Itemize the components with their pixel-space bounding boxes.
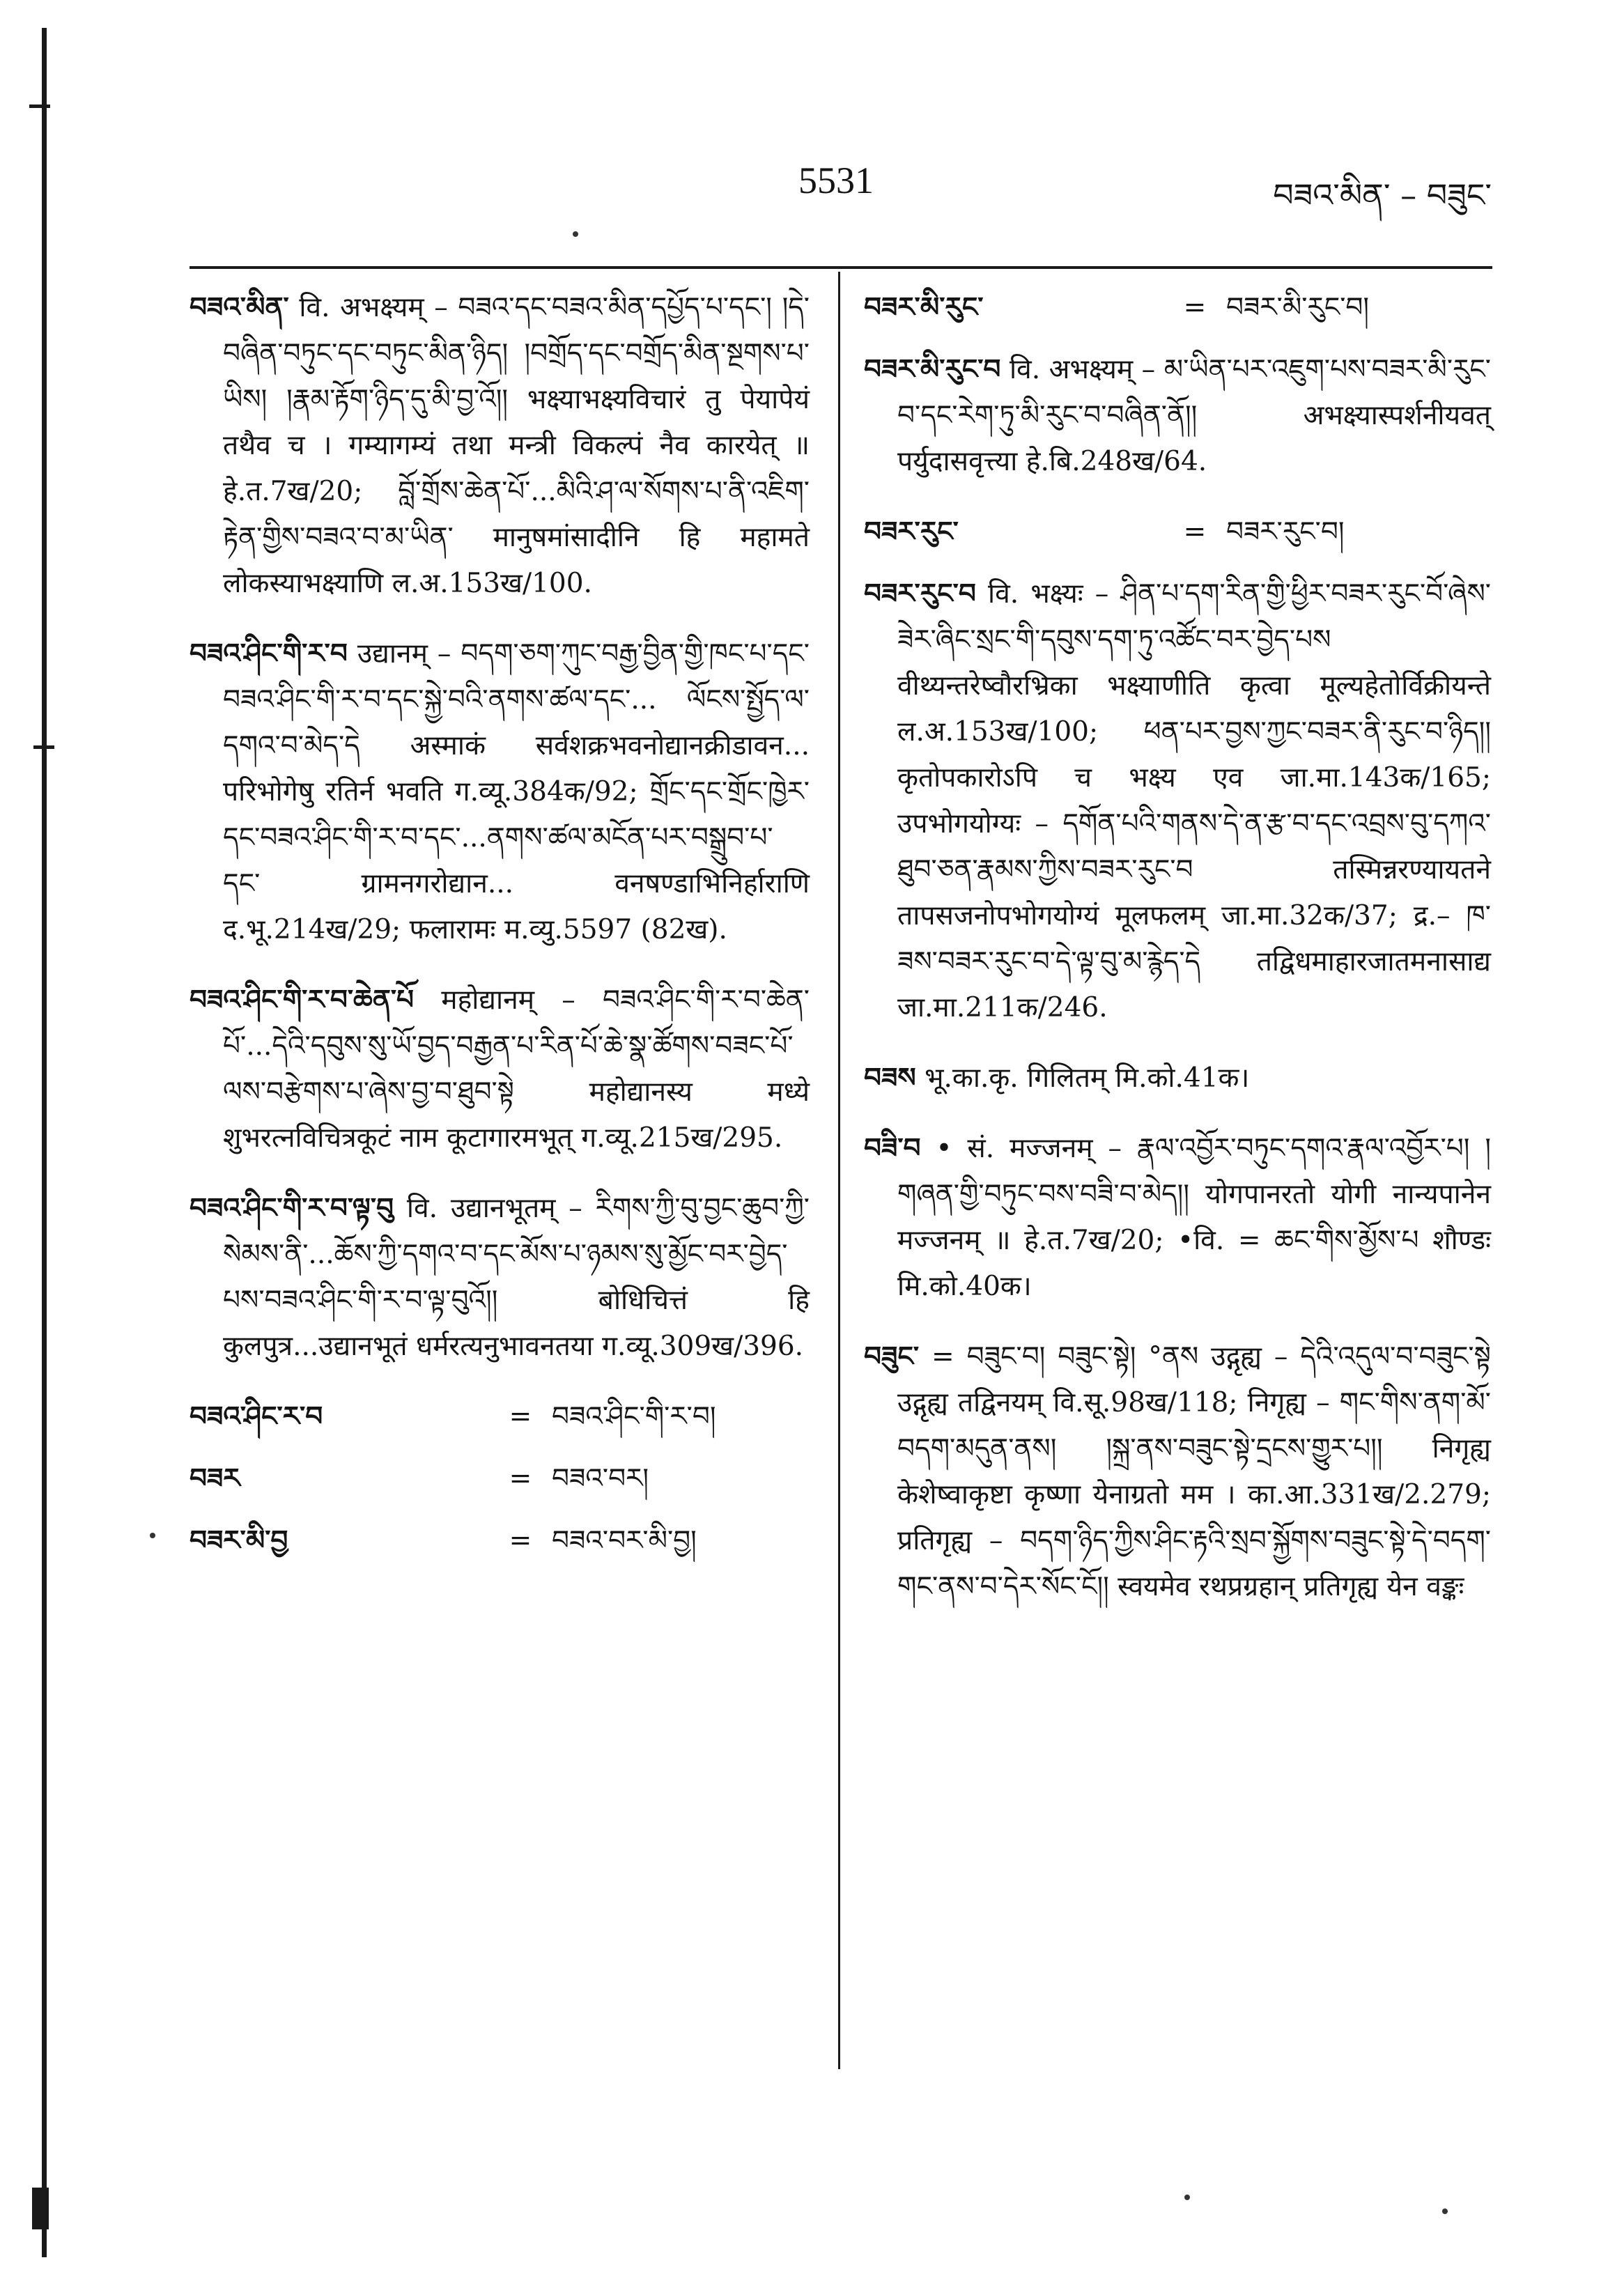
scan-margin-tick — [32, 2188, 49, 2229]
left-column — [190, 284, 810, 1579]
cross-reference — [864, 509, 1491, 555]
scan-speck — [1184, 2195, 1190, 2200]
entry-definition: वि. अभक्ष्यम् – བཟའ་དང་བཟའ་མིན་དཔྱོད་པ་དང་། །དེ་བཞིན་བཏུང་དང་བཏུང་མིན་ཉིད། །བགྲོད་དང་བགྲོད་མིན་སྔགས་པ་ཡིས། །རྣམ་རྟོག་ཉིད་དུ་མི་བྱ་འོ།། भक्ष्याभक्ष्यविचारं तु पेयापेयं तथैव च । गम्यागम्यं तथा मन्त्री विकल्पं नैव कारयेत् ॥ हे.त.7ख/20; བློ་གྲོས་ཆེན་པོ་...མིའི་ཤ་ལ་སོགས་པ་ནི་འཇིག་རྟེན་གྱིས་བཟའ་བ་མ་ཡིན་ मानुषमांसादीनि हि महामते लोकस्याभक्ष्याणि ल.अ.153ख/100. — [223, 292, 810, 599]
entry-headword: བཟའ་ཤིང་གི་ར་བ — [190, 637, 348, 670]
scan-margin-tick — [33, 745, 54, 749]
entry-definition: वि. भक्ष्यः – ཤིན་པ་དག་རིན་གྱི་ཕྱིར་བཟར་རུང་བོ་ཞེས་ཟེར་ཞིང་སྲང་གི་དབུས་དག་ཏུ་འཚོང་བར་བྱེད་པས वीथ्यन्तरेष्वौरभ्रिका भक्ष्याणीति कृत्वा मूल्यहेतोर्विक्रीयन्ते ल.अ.153ख/100; ཕན་པར་བྱས་ཀྱང་བཟར་ནི་རུང་བ་ཉིད།། कृतोपकारोऽपि च भक्ष्य एव जा.मा.143क/165; उपभोगयोग्यः – དགོན་པའི་གནས་དེ་ན་རྩ་བ་དང་འབྲས་བུ་དཀའ་ཐུབ་ཅན་རྣམས་ཀྱིས་བཟར་རུང་བ तस्मिन्नरण्यायतने तापसजनोपभोगयोग्यं मूलफलम् जा.मा.32क/37; द्र.– ཁ་ཟས་བཟར་རུང་བ་དེ་ལྟ་བུ་མ་རྙེད་དེ तद्विधमाहारजातमनासाद्य जा.मा.211क/246. — [897, 578, 1491, 1023]
dictionary-entry — [864, 571, 1491, 1031]
dictionary-entry — [864, 1333, 1491, 1610]
entry-definition: • सं. मज्जनम् – རྣལ་འབྱོར་བཏུང་དགའ་རྣལ་འབྱོར་པ། །གཞན་གྱི་བཏུང་བས་བཟི་བ་མེད།། योगपानरतो योगी नान्यपानेन मज्जनम् ॥ हे.त.7ख/20; •वि. = ཆང་གིས་མྱོས་པ शौण्डः मि.को.40क। — [897, 1133, 1491, 1302]
xref-headword: བཟར་མི་རུང་ — [864, 291, 984, 323]
entry-headword: བཟར་རུང་བ — [864, 578, 976, 610]
xref-headword: བཟར་མི་བྱ — [190, 1524, 288, 1556]
entry-definition: वि. अभक्ष्यम् – མ་ཡིན་པར་འཇུག་པས་བཟར་མི་རུང་བ་དང་རེག་ཏུ་མི་རུང་བ་བཞིན་ནོ།། अभक्ष्यास्पर्शनीयवत् पर्युदासवृत्त्या हे.बि.248ख/64. — [897, 354, 1491, 477]
entry-definition: भू.का.कृ. गिलितम् मि.को.41क। — [925, 1062, 1250, 1094]
entry-definition: वि. उद्यानभूतम् – རིགས་ཀྱི་བུ་བྱང་ཆུབ་ཀྱི་སེམས་ནི་...ཆོས་ཀྱི་དགའ་བ་དང་མོས་པ་ཉམས་སུ་མྱོང་བར་བྱེད་པས་བཟའ་ཤིང་གི་ར་བ་ལྟ་བུའོ།། बोधिचित्तं हि कुलपुत्र...उद्यानभूतं धर्मरत्यनुभावनतया ग.व्यू.309ख/396. — [223, 1193, 810, 1362]
cross-reference — [190, 1455, 810, 1502]
scan-speck — [573, 231, 578, 237]
right-column — [864, 284, 1491, 1634]
xref-target: བཟར་མི་རུང་བ། — [1226, 292, 1370, 323]
cross-reference — [864, 284, 1491, 331]
xref-equals: = — [1183, 516, 1207, 548]
dictionary-entry — [190, 284, 810, 607]
xref-headword: བཟའ་ཤིང་ར་བ — [190, 1400, 323, 1432]
cross-reference — [190, 1393, 810, 1440]
dictionary-entry — [190, 977, 810, 1161]
entry-headword: བཟའ་མིན་ — [190, 291, 289, 323]
scan-margin-tick — [29, 105, 50, 108]
xref-equals: = — [509, 1401, 532, 1432]
dictionary-entry — [190, 630, 810, 953]
scan-speck — [150, 1533, 155, 1538]
running-head: བཟའ་མིན་ – བཟུང་ — [1273, 176, 1492, 214]
dictionary-entry — [864, 346, 1491, 485]
page-number: 5531 — [798, 160, 874, 201]
dictionary-entry — [864, 1055, 1491, 1101]
entry-definition: महोद्यानम् – བཟའ་ཤིང་གི་ར་བ་ཆེན་པོ་...དེའི་དབུས་སུ་ཡོ་བྱད་བརྒྱན་པ་རིན་པོ་ཆེ་སྣ་ཚོགས་བཟང་པོ་ལས་བརྩེགས་པ་ཞེས་བྱ་བ་ཐུབ་སྟེ महोद्यानस्य मध्ये शुभरत्नविचित्रकूटं नाम कूटागारमभूत् ग.व्यू.215ख/295. — [223, 984, 810, 1154]
xref-equals: = — [509, 1525, 532, 1556]
xref-headword: བཟར་རུང་ — [864, 516, 959, 548]
xref-target: བཟའ་བར་མི་བྱ། — [552, 1525, 697, 1556]
xref-equals: = — [509, 1463, 532, 1494]
entry-headword: བཟས — [864, 1062, 916, 1094]
entry-headword: བཟི་བ — [864, 1132, 921, 1164]
entry-headword: བཟའ་ཤིང་གི་ར་བ་ལྟ་བུ — [190, 1192, 394, 1224]
dictionary-entry — [190, 1185, 810, 1370]
xref-headword: བཟར — [190, 1462, 240, 1494]
dictionary-entry — [864, 1125, 1491, 1310]
xref-target: བཟའ་བར། — [552, 1463, 649, 1494]
column-divider — [838, 272, 840, 2069]
xref-target: བཟར་རུང་བ། — [1226, 516, 1345, 548]
scan-speck — [1442, 2208, 1448, 2214]
scan-margin-bar — [42, 28, 47, 2257]
entry-headword: བཟའ་ཤིང་གི་ར་བ་ཆེན་པོ — [190, 984, 415, 1016]
entry-headword: བཟར་མི་རུང་བ — [864, 353, 1001, 385]
entry-definition: = བཟུང་བ། བཟུང་སྟེ། °ནས उद्गृह्य – དེའི་འདུལ་བ་བཟུང་སྟེ उद्गृह्य तद्विनयम् वि.सू.98ख/118; निगृह्य – གང་གིས་ནག་མོ་བདག་མདུན་ནས། །སྐྲ་ནས་བཟུང་སྟེ་དྲངས་གྱུར་པ།། निगृह्य केशेष्वाकृष्टा कृष्णा येनाग्रतो मम । का.आ.331ख/2.279; प्रतिगृह्य – བདག་ཉིད་ཀྱིས་ཤིང་རྟའི་སྲབ་སྐྱོགས་བཟུང་སྟེ་དེ་བདག་གང་ནས་བ་དེར་སོང་ངོ།། स्वयमेव रथप्रग्रहान् प्रतिगृह्य येन वङ्कः — [897, 1341, 1491, 1602]
xref-target: བཟའ་ཤིང་གི་ར་བ། — [552, 1401, 716, 1432]
entry-definition: उद्यानम् – བདག་ཅག་ཀུང་བརྒྱ་བྱིན་གྱི་ཁང་པ་དང་བཟའ་ཤིང་གི་ར་བ་དང་སྐྱེ་བའི་ནགས་ཚལ་དང་... ལོངས་སྤྱོད་ལ་དགའ་བ་མེད་དེ अस्माकं सर्वशक्रभवनोद्यानक्रीडावन... परिभोगेषु रतिर्न भवति ग.व्यू.384क/92; གྲོང་དང་གྲོང་ཁྱེར་དང་བཟའ་ཤིང་གི་ར་བ་དང་...ནགས་ཚལ་མངོན་པར་བསྒྲུབ་པ་དང་ ग्रामनगरोद्यान... वनषण्डाभिनिर्हाराणि द.भू.214ख/29; फलारामः म.व्यु.5597 (82ख). — [223, 638, 810, 945]
xref-equals: = — [1183, 292, 1207, 323]
header-rule — [190, 266, 1492, 269]
cross-reference — [190, 1517, 810, 1564]
entry-headword: བཟུང་ — [864, 1340, 920, 1372]
